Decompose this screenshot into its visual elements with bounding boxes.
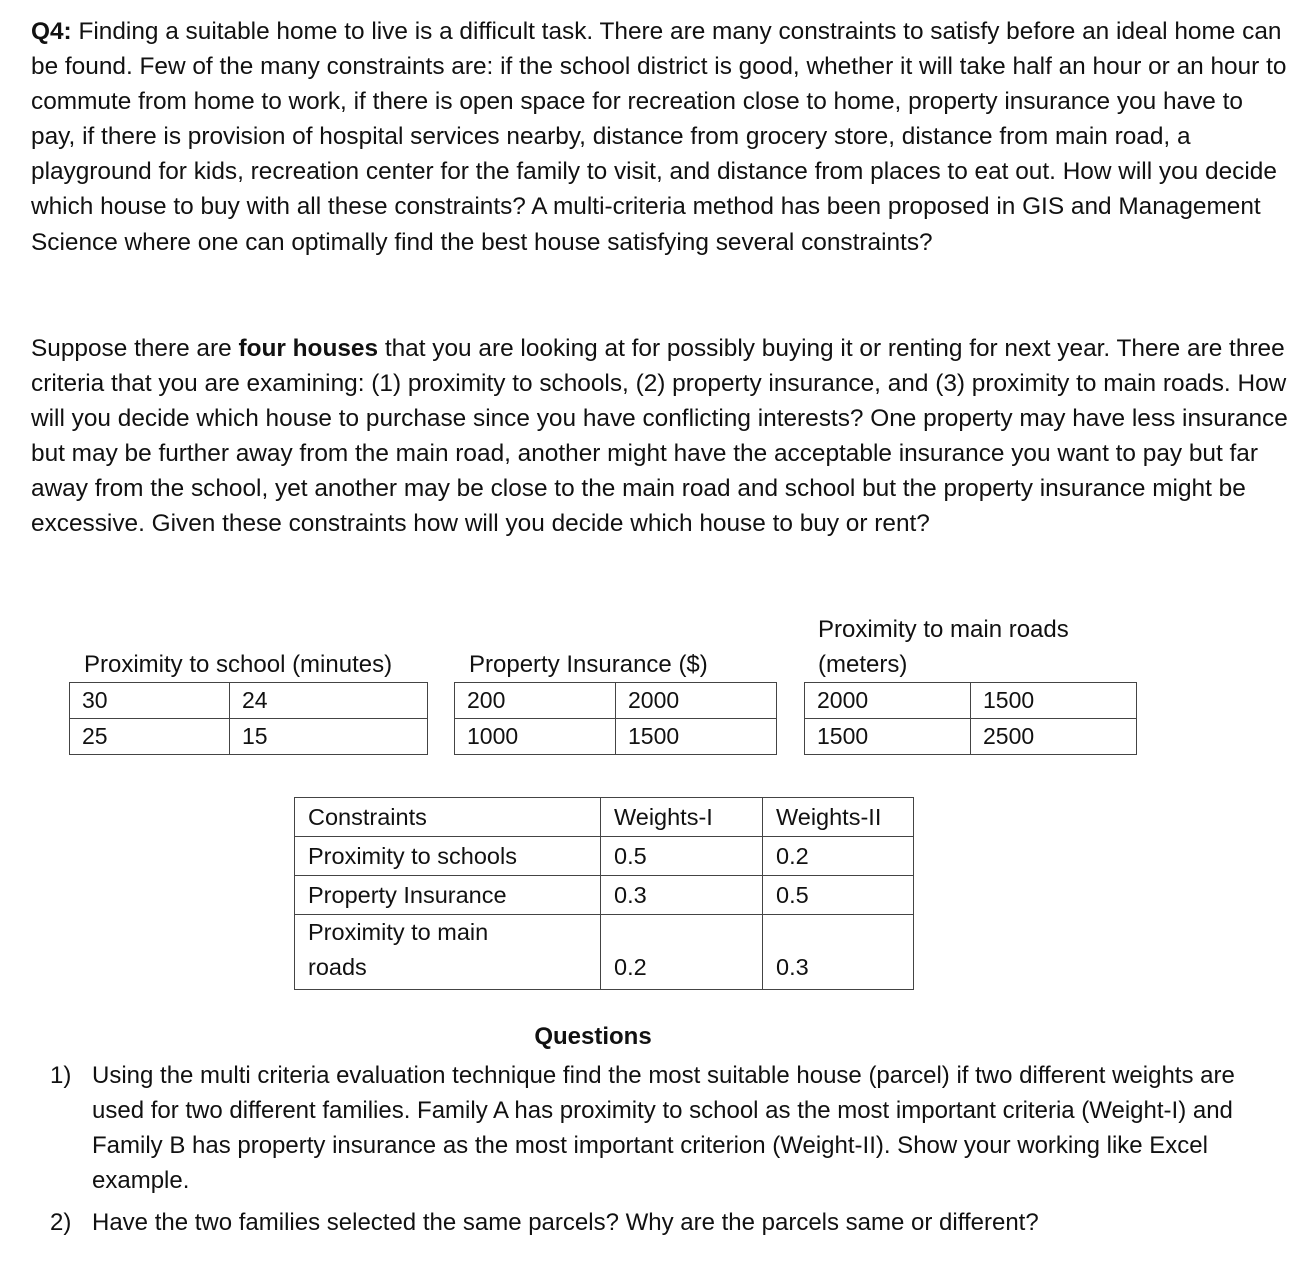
table-row: [295, 837, 914, 876]
table-cell: 30: [70, 683, 230, 719]
scenario-paragraph: [31, 331, 1293, 542]
table-cell: 2000: [616, 683, 777, 719]
table-row: [295, 876, 914, 915]
cell-line: roads: [308, 954, 367, 980]
question-text: Using the multi criteria evaluation technique find the most suitable house (parcel) if two different weights are used for two different families. Family A has proximity to school as the most important criteria (Weight-I) and Family B has property insurance as the most important criterion (Weight-II). Show your working like Excel example.: [92, 1062, 1235, 1194]
table-row: [455, 719, 777, 755]
intro-paragraph: [31, 14, 1293, 260]
scenario-bold: four houses: [238, 335, 379, 362]
questions-title: Questions: [534, 1023, 652, 1050]
school-table: [69, 682, 428, 755]
table-row: [805, 683, 1137, 719]
insurance-table-header: Property Insurance ($): [469, 651, 708, 678]
table-cell: 200: [455, 683, 616, 719]
table-cell: 0.3: [601, 876, 763, 915]
intro-text: Finding a suitable home to live is a difficult task. There are many constraints to satisfy before an ideal home can be found. Few of the many constraints are: if the school district is good, whether it will take half an hour or an hour to commute from home to work, if there is open space for recreation close to home, property insurance you have to pay, if there is provision of hospital services nearby, distance from grocery store, distance from main road, a playground for kids, recreation center for the family to visit, and distance from places to eat out. How will you decide which house to buy with all these constraints? A multi-criteria method has been proposed in GIS and Management Science where one can optimally find the best house satisfying several constraints?: [31, 18, 1287, 256]
column-header: Weights-II: [763, 798, 914, 837]
school-table-header: Proximity to school (minutes): [84, 651, 393, 678]
roads-table-header: [818, 612, 1069, 682]
column-header: Constraints: [295, 798, 601, 837]
table-cell: 1500: [616, 719, 777, 755]
question-number: 1): [50, 1062, 72, 1089]
question-label: Q4:: [31, 18, 72, 45]
table-cell: 2500: [971, 719, 1137, 755]
table-cell: 1500: [971, 683, 1137, 719]
table-cell: 1000: [455, 719, 616, 755]
table-cell: 0.5: [763, 876, 914, 915]
table-cell: 24: [230, 683, 428, 719]
column-header: Weights-I: [601, 798, 763, 837]
table-header-row: [295, 798, 914, 837]
roads-header-line1: Proximity to main roads: [818, 616, 1069, 643]
table-cell: Proximity to schools: [295, 837, 601, 876]
table-row: [455, 683, 777, 719]
question-number: 2): [50, 1209, 72, 1236]
roads-table: [804, 682, 1137, 755]
scenario-text-before: Suppose there are: [31, 335, 239, 362]
table-cell: 0.3: [763, 915, 914, 990]
table-row: [805, 719, 1137, 755]
table-row: [70, 683, 428, 719]
table-cell: 0.2: [763, 837, 914, 876]
table-row: [295, 915, 914, 990]
insurance-table: [454, 682, 777, 755]
table-cell: 15: [230, 719, 428, 755]
table-row: [70, 719, 428, 755]
table-cell: 0.5: [601, 837, 763, 876]
table-cell: 2000: [805, 683, 971, 719]
table-cell: 1500: [805, 719, 971, 755]
weights-table: [294, 797, 914, 990]
question-text: Have the two families selected the same parcels? Why are the parcels same or different?: [92, 1209, 1039, 1236]
cell-line: Proximity to main: [308, 919, 489, 945]
table-cell: 0.2: [601, 915, 763, 990]
table-cell: [295, 915, 601, 990]
table-cell: Property Insurance: [295, 876, 601, 915]
scenario-text-after: that you are looking at for possibly buying it or renting for next year. There are three criteria that you are examining: (1) proximity to schools, (2) property insurance, and (3) proximity to main roads. How will you decide which house to purchase since you have conflicting interests? One property may have less insurance but may be further away from the main road, another might have the acceptable insurance you want to pay but far away from the school, yet another may be close to the main road and school but the property insurance might be excessive. Given these constraints how will you decide which house to buy or rent?: [31, 335, 1288, 538]
table-cell: 25: [70, 719, 230, 755]
roads-header-line2: (meters): [818, 651, 908, 678]
